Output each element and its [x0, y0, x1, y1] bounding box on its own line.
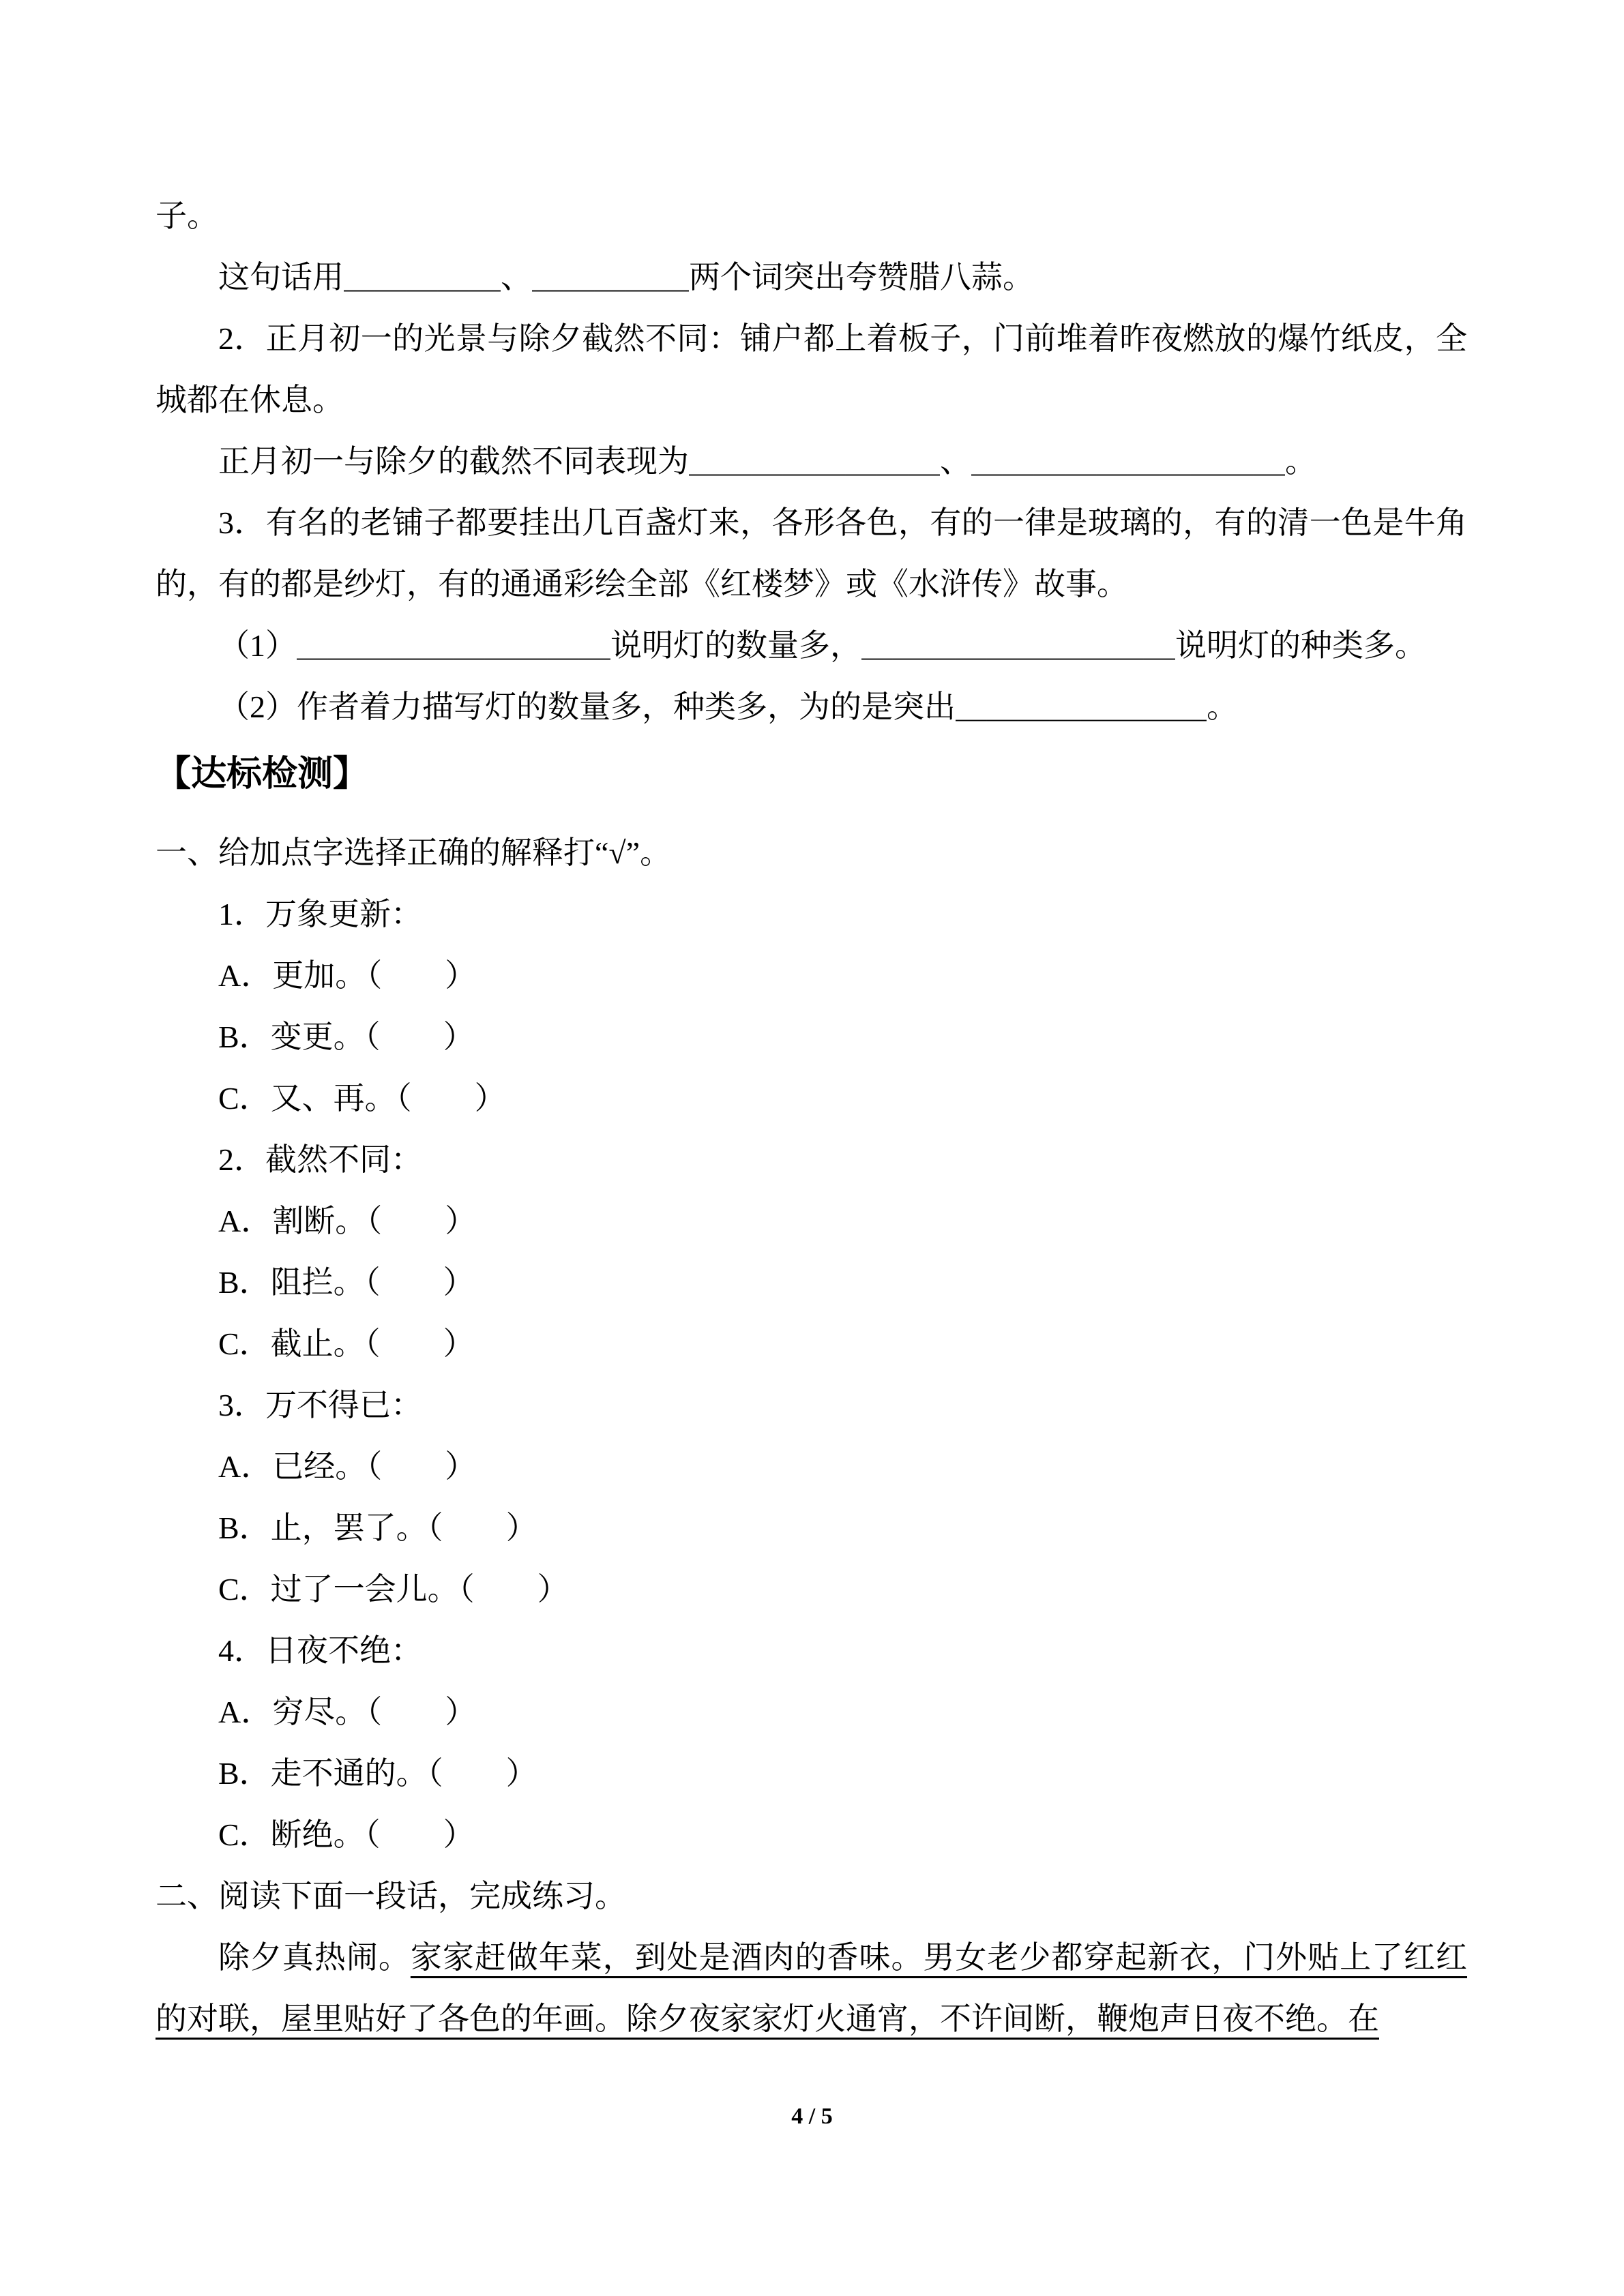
passage-plain-text: 除夕真热闹。 — [218, 1940, 411, 1975]
list-item: 4．日夜不绝： — [218, 1633, 422, 1668]
paragraph-fill-blank-3-2: （2）作者着力描写灯的数量多，种类多，为的是突出＿＿＿＿＿＿＿＿。 — [218, 689, 1238, 724]
paragraph-question-3: 3．有名的老铺子都要挂出几百盏灯来，各形各色，有的一律是玻璃的，有的清一色是牛角的，有的都是纱灯，有的通通彩绘全部《红楼梦》或《水浒传》故事。 — [156, 505, 1467, 601]
list-item: C．又、再。（ ） — [218, 1081, 506, 1116]
list-item: 3．万不得已： — [218, 1388, 422, 1422]
paragraph-continuation: 子。 — [156, 198, 218, 233]
paragraph-fill-blank-1: 这句话用＿＿＿＿＿、＿＿＿＿＿两个词突出夸赞腊八蒜。 — [218, 260, 1034, 295]
paragraph-fill-blank-2: 正月初一与除夕的截然不同表现为＿＿＿＿＿＿＿＿、＿＿＿＿＿＿＿＿＿＿。 — [218, 444, 1316, 479]
worksheet-body — [156, 185, 1467, 2050]
list-item: C．截止。（ ） — [218, 1326, 475, 1361]
list-item: C．断绝。（ ） — [218, 1817, 475, 1852]
list-item: 2．截然不同： — [218, 1142, 422, 1177]
list-item: A．割断。（ ） — [218, 1204, 477, 1238]
reading-passage — [156, 1927, 1467, 2050]
question-two-intro: 二、阅读下面一段话，完成练习。 — [156, 1879, 626, 1913]
list-item: B．阻拦。（ ） — [218, 1265, 475, 1300]
question-one-intro: 一、给加点字选择正确的解释打“√”。 — [156, 835, 672, 870]
page-number: 4 / 5 — [791, 2104, 833, 2129]
paragraph-fill-blank-3-1: （1）＿＿＿＿＿＿＿＿＿＿说明灯的数量多，＿＿＿＿＿＿＿＿＿＿说明灯的种类多。 — [218, 628, 1426, 663]
list-item: C．过了一会儿。（ ） — [218, 1572, 569, 1607]
list-item: A．更加。（ ） — [218, 958, 477, 993]
list-item: 1．万象更新： — [218, 897, 422, 931]
paragraph-question-2: 2．正月初一的光景与除夕截然不同：铺户都上着板子，门前堆着昨夜燃放的爆竹纸皮，全城都在休息。 — [156, 321, 1467, 417]
list-item: B．变更。（ ） — [218, 1019, 475, 1054]
list-item: A．已经。（ ） — [218, 1449, 477, 1484]
list-item: A．穷尽。（ ） — [218, 1695, 477, 1729]
passage-underlined-text: 家家赶做年菜，到处是酒肉的香味。男女老少都穿起新衣，门外贴上了红红的对联，屋里贴好了各色的年画。除夕夜家家灯火通宵，不许间断，鞭炮声日夜不绝。在 — [156, 1940, 1468, 2036]
section-heading-dabiao-jiance: 【达标检测】 — [156, 755, 369, 794]
list-item: B．走不通的。（ ） — [218, 1756, 537, 1791]
list-item: B．止，罢了。（ ） — [218, 1510, 537, 1545]
